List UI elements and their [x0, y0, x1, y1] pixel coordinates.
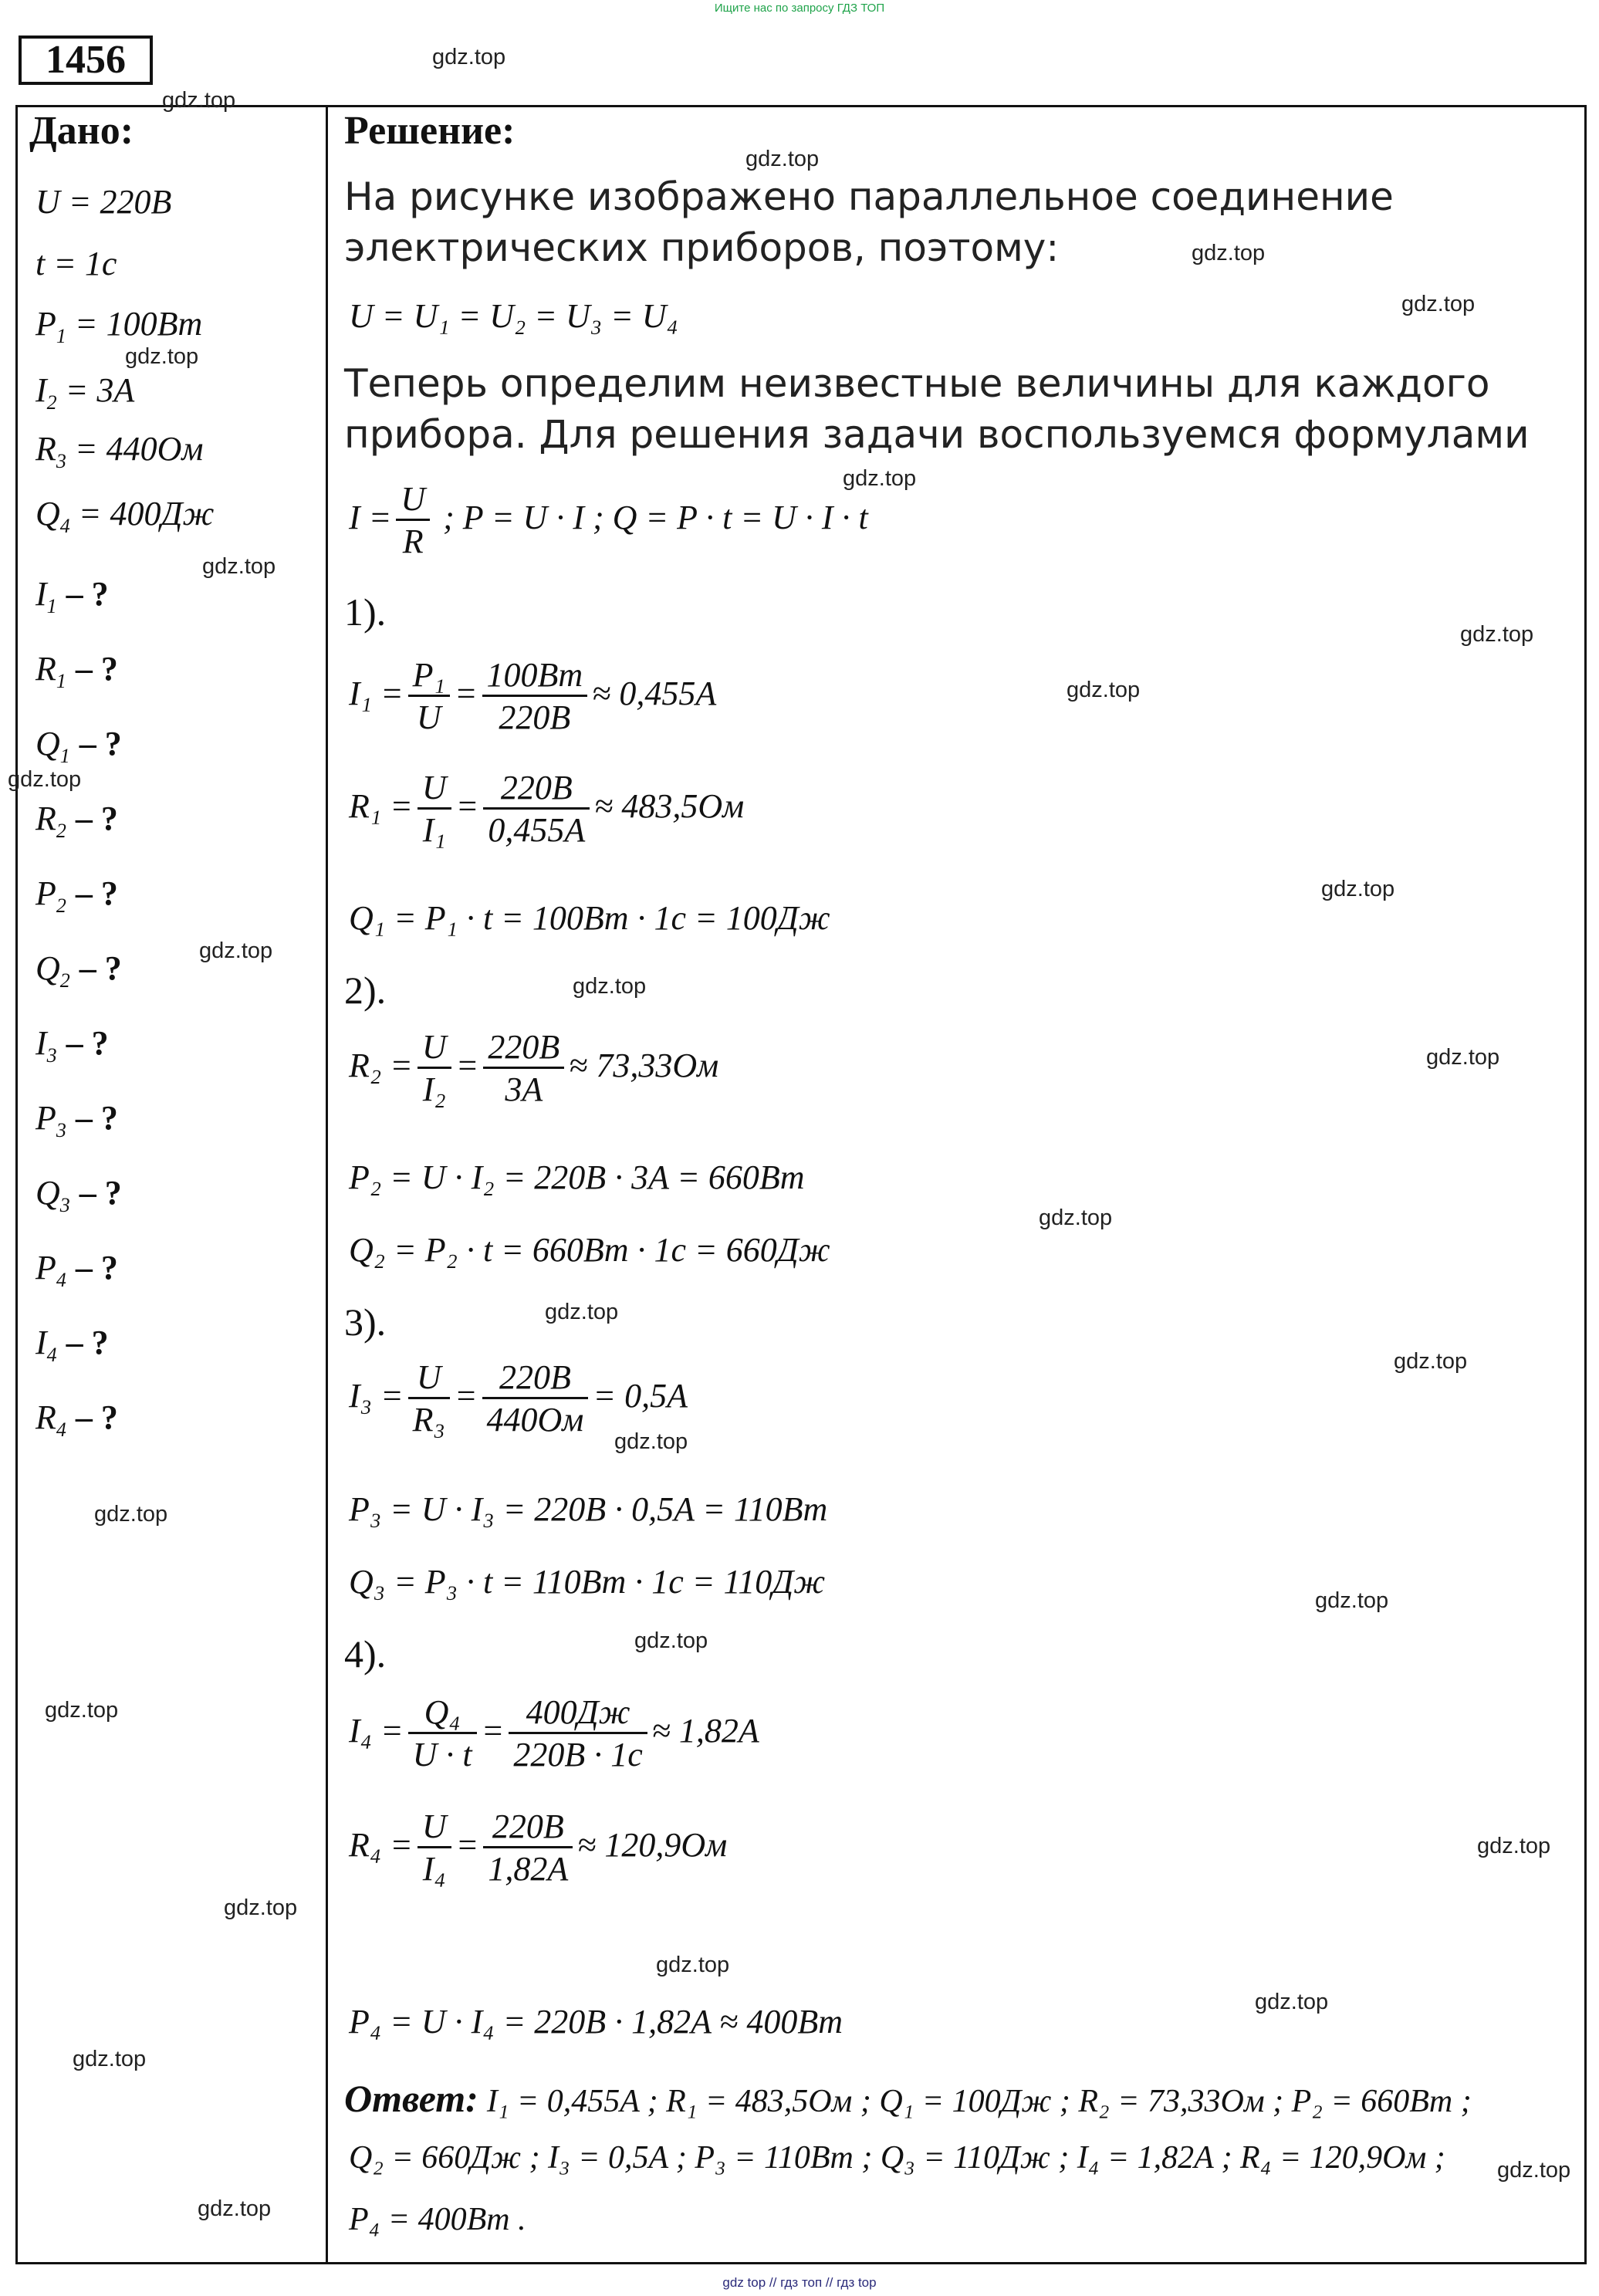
- s2a-frac-1: [417, 1030, 451, 1107]
- s4b-lhs: R₄ =: [349, 1825, 413, 1864]
- subscript: 4: [46, 1344, 57, 1366]
- s4a-lhs: I₄ =: [349, 1711, 404, 1750]
- top-note: Ищите нас по запросу ГДЗ ТОП: [714, 2, 885, 15]
- watermark: gdz.top: [1460, 622, 1534, 647]
- voltage-equality: U = U₁ = U₂ = U₃ = U₄: [349, 297, 678, 335]
- answer-text-1: I₁ = 0,455A ; R₁ = 483,5Ом ; Q₁ = 100Дж ; R₂ = 73,33Ом ; P₂ = 660Bm ;: [486, 2084, 1472, 2119]
- intro-line-2: электрических приборов, поэтому:: [344, 225, 1060, 270]
- s4a-den-1: U · t: [412, 1736, 472, 1774]
- symbol: R: [35, 800, 56, 837]
- unknown-mark: – ?: [66, 575, 109, 613]
- s1a-den-1: U: [416, 698, 441, 737]
- s4b-num-1: U: [417, 1809, 451, 1848]
- watermark: gdz.top: [94, 1502, 168, 1527]
- s1a-frac-2: [482, 658, 588, 735]
- step-2-label: 2).: [344, 969, 387, 1012]
- formula-ohm: [349, 482, 868, 560]
- subscript: 4: [56, 1419, 66, 1441]
- given-title: Дано:: [29, 109, 134, 153]
- given-item: [35, 244, 117, 283]
- column-divider: [326, 105, 328, 2264]
- s3a-frac-1: [408, 1360, 450, 1438]
- given-item: [35, 182, 171, 221]
- s4b-frac-2: [483, 1809, 573, 1887]
- watermark: gdz.top: [843, 466, 917, 491]
- step-3-current: [349, 1360, 688, 1438]
- step-4-power: P₄ = U · I₄ = 220B · 1,82A ≈ 400Bm: [349, 2003, 843, 2041]
- watermark: gdz.top: [162, 88, 236, 113]
- step-1-heat: Q₁ = P₁ · t = 100Bm · 1c = 100Дж: [349, 899, 830, 937]
- watermark: gdz.top: [202, 554, 276, 579]
- s1a-lhs: I₁ =: [349, 674, 404, 712]
- answer-line-3: P₄ = 400Bm .: [349, 2202, 526, 2237]
- unknown-mark: – ?: [75, 1398, 118, 1436]
- symbol: Q: [35, 1174, 60, 1212]
- unknown-item: [35, 799, 118, 843]
- step-3-label: 3).: [344, 1300, 387, 1344]
- s1b-den-1: I₁: [422, 811, 446, 850]
- s2a-num-2: 220B: [483, 1030, 564, 1069]
- s1b-num-2: 220B: [483, 770, 590, 810]
- watermark: gdz.top: [1039, 1205, 1113, 1230]
- value: = 3A: [56, 371, 135, 409]
- s4b-den-1: I₄: [422, 1850, 446, 1889]
- symbol: P: [35, 1099, 56, 1137]
- watermark: gdz.top: [198, 2196, 272, 2221]
- symbol: P: [35, 874, 56, 912]
- s3a-eq: =: [454, 1376, 478, 1415]
- watermark: gdz.top: [1321, 877, 1395, 901]
- unknown-item: [35, 1398, 118, 1442]
- step-2-heat: Q₂ = P₂ · t = 660Bm · 1c = 660Дж: [349, 1231, 830, 1269]
- s1b-den-2: 0,455A: [488, 811, 586, 850]
- s4a-den-2: 220B · 1c: [513, 1736, 643, 1774]
- s1a-num-2: 100Bm: [482, 658, 588, 697]
- s3a-result: = 0,5A: [593, 1376, 688, 1415]
- s4a-num-1: Q₄: [408, 1695, 477, 1734]
- answer-line-1: [344, 2076, 1472, 2121]
- watermark: gdz.top: [656, 1953, 730, 1977]
- s1b-lhs: R₁ =: [349, 786, 413, 825]
- s3a-lhs: I₃ =: [349, 1376, 404, 1415]
- symbol: Q: [35, 725, 60, 763]
- symbol: U: [35, 183, 60, 221]
- symbol: I: [35, 1024, 47, 1062]
- given-item: [35, 494, 214, 538]
- s2a-result: ≈ 73,33Ом: [569, 1046, 719, 1084]
- watermark: gdz.top: [1067, 678, 1141, 702]
- para-line-2: прибора. Для решения задачи воспользуемся формулами: [344, 412, 1530, 457]
- s3a-num-2: 220B: [482, 1360, 589, 1399]
- step-4-label: 4).: [344, 1632, 387, 1676]
- watermark: gdz.top: [432, 45, 506, 69]
- given-item: [35, 429, 203, 473]
- unknown-item: [35, 1023, 109, 1067]
- unknown-mark: – ?: [75, 650, 118, 688]
- watermark: gdz.top: [1426, 1045, 1500, 1070]
- subscript: 2: [56, 894, 66, 917]
- unknown-item: [35, 874, 118, 918]
- s2a-num-1: U: [417, 1030, 451, 1069]
- s4b-eq: =: [455, 1825, 479, 1864]
- s2a-lhs: R₂ =: [349, 1046, 413, 1084]
- watermark: gdz.top: [545, 1300, 619, 1324]
- s4b-den-2: 1,82A: [488, 1850, 569, 1889]
- watermark: gdz.top: [199, 938, 273, 963]
- watermark: gdz.top: [1497, 2158, 1571, 2183]
- unknown-item: [35, 948, 122, 992]
- s3a-frac-2: [482, 1360, 589, 1438]
- s1b-eq: =: [455, 786, 479, 825]
- unknown-item: [35, 574, 109, 618]
- symbol: I: [35, 575, 47, 613]
- ohm-lhs: I =: [349, 498, 392, 536]
- s1b-result: ≈ 483,5Ом: [594, 786, 745, 825]
- symbol: Q: [35, 949, 60, 987]
- s4a-num-2: 400Дж: [509, 1695, 647, 1734]
- s1b-frac-2: [483, 770, 590, 848]
- step-4-resistance: [349, 1809, 727, 1887]
- symbol: t: [35, 245, 46, 282]
- watermark: gdz.top: [224, 1895, 298, 1920]
- s4a-result: ≈ 1,82A: [651, 1711, 759, 1750]
- answer-label: Ответ:: [344, 2077, 478, 2120]
- problem-number: 1456: [19, 36, 153, 85]
- unknown-mark: – ?: [66, 1324, 109, 1361]
- step-2-power: P₂ = U · I₂ = 220B · 3A = 660Bm: [349, 1158, 805, 1196]
- watermark: gdz.top: [45, 1698, 119, 1723]
- s4a-frac-2: [509, 1695, 647, 1773]
- watermark: gdz.top: [1255, 1990, 1329, 2014]
- value: = 220B: [59, 183, 172, 221]
- s3a-num-1: U: [408, 1360, 450, 1399]
- symbol: R: [35, 430, 56, 468]
- given-item: [35, 370, 134, 414]
- unknown-mark: – ?: [75, 1099, 118, 1137]
- value: = 100Bm: [66, 305, 203, 343]
- watermark: gdz.top: [634, 1628, 708, 1653]
- subscript: 3: [59, 1194, 70, 1216]
- step-1-resistance: [349, 770, 744, 848]
- unknown-item: [35, 649, 118, 693]
- subscript: 2: [46, 391, 57, 414]
- intro-line-1: На рисунке изображено параллельное соединение: [344, 174, 1394, 219]
- watermark: gdz.top: [1394, 1349, 1468, 1374]
- s1a-den-2: 220B: [499, 698, 571, 737]
- unknown-mark: – ?: [79, 725, 122, 763]
- solution-title: Решение:: [344, 109, 516, 153]
- symbol: Q: [35, 495, 60, 533]
- step-3-power: P₃ = U · I₃ = 220B · 0,5A = 110Bm: [349, 1490, 828, 1528]
- step-1-current: [349, 658, 716, 735]
- s4b-num-2: 220B: [483, 1809, 573, 1848]
- subscript: 3: [56, 450, 66, 472]
- s1a-frac-1: [408, 658, 450, 735]
- s1a-result: ≈ 0,455A: [592, 674, 717, 712]
- s2a-eq: =: [455, 1046, 479, 1084]
- subscript: 1: [56, 670, 66, 692]
- subscript: 4: [56, 1269, 66, 1291]
- s1b-frac-1: [417, 770, 451, 848]
- step-3-heat: Q₃ = P₃ · t = 110Bm · 1c = 110Дж: [349, 1563, 826, 1601]
- s2a-den-1: I₂: [422, 1070, 446, 1109]
- unknown-mark: – ?: [66, 1024, 109, 1062]
- unknown-item: [35, 724, 122, 768]
- symbol: I: [35, 371, 47, 409]
- subscript: 3: [56, 1119, 66, 1141]
- step-1-label: 1).: [344, 590, 387, 634]
- subscript: 3: [46, 1044, 57, 1067]
- watermark: gdz.top: [8, 767, 82, 792]
- watermark: gdz.top: [573, 974, 647, 999]
- symbol: R: [35, 1398, 56, 1436]
- watermark: gdz.top: [1401, 292, 1476, 316]
- s3a-den-1: R₃: [412, 1401, 445, 1439]
- ohm-fraction: [396, 482, 430, 560]
- s4b-frac-1: [417, 1809, 451, 1887]
- subscript: 2: [59, 969, 70, 992]
- step-2-resistance: [349, 1030, 718, 1107]
- symbol: P: [35, 305, 56, 343]
- watermark: gdz.top: [1192, 241, 1266, 265]
- s2a-frac-2: [483, 1030, 564, 1107]
- unknown-item: [35, 1173, 122, 1217]
- ohm-den: R: [402, 522, 424, 561]
- s3a-den-2: 440Ом: [486, 1401, 584, 1439]
- watermark: gdz.top: [745, 147, 820, 171]
- value: = 440Ом: [66, 430, 204, 468]
- unknown-mark: – ?: [79, 949, 122, 987]
- s1a-num-1: P₁: [408, 658, 450, 697]
- ohm-num: U: [396, 482, 430, 521]
- unknown-mark: – ?: [75, 874, 118, 912]
- watermark: gdz.top: [614, 1429, 688, 1454]
- bottom-note: gdz top // гдз топ // гдз top: [722, 2275, 877, 2290]
- given-item: [35, 304, 202, 348]
- answer-line-2: Q₂ = 660Дж ; I₃ = 0,5A ; P₃ = 110Bm ; Q₃ = 110Дж ; I₄ = 1,82A ; R₄ = 120,9Ом ;: [349, 2140, 1445, 2176]
- unknown-mark: – ?: [79, 1174, 122, 1212]
- symbol: R: [35, 650, 56, 688]
- s1a-eq: =: [454, 674, 478, 712]
- unknown-mark: – ?: [75, 800, 118, 837]
- para-line-1: Теперь определим неизвестные величины для каждого: [344, 361, 1490, 406]
- value: = 1c: [45, 245, 117, 282]
- s4a-eq: =: [481, 1711, 505, 1750]
- subscript: 1: [46, 595, 57, 617]
- watermark: gdz.top: [1477, 1834, 1551, 1858]
- unknown-mark: – ?: [75, 1249, 118, 1287]
- s1b-num-1: U: [417, 770, 451, 810]
- step-4-current: [349, 1695, 759, 1773]
- subscript: 2: [56, 820, 66, 842]
- value: = 400Дж: [69, 495, 215, 533]
- watermark: gdz.top: [125, 344, 199, 369]
- watermark: gdz.top: [73, 2047, 147, 2071]
- ohm-rest: ; P = U · I ; Q = P · t = U · I · t: [434, 498, 868, 536]
- s4a-frac-1: [408, 1695, 477, 1773]
- symbol: I: [35, 1324, 47, 1361]
- subscript: 1: [56, 325, 66, 347]
- unknown-item: [35, 1098, 118, 1142]
- subscript: 4: [59, 515, 70, 537]
- subscript: 1: [59, 745, 70, 767]
- unknown-item: [35, 1248, 118, 1292]
- s4b-result: ≈ 120,9Ом: [577, 1825, 728, 1864]
- watermark: gdz.top: [1315, 1588, 1389, 1613]
- s2a-den-2: 3A: [505, 1070, 543, 1109]
- unknown-item: [35, 1323, 109, 1367]
- symbol: P: [35, 1249, 56, 1287]
